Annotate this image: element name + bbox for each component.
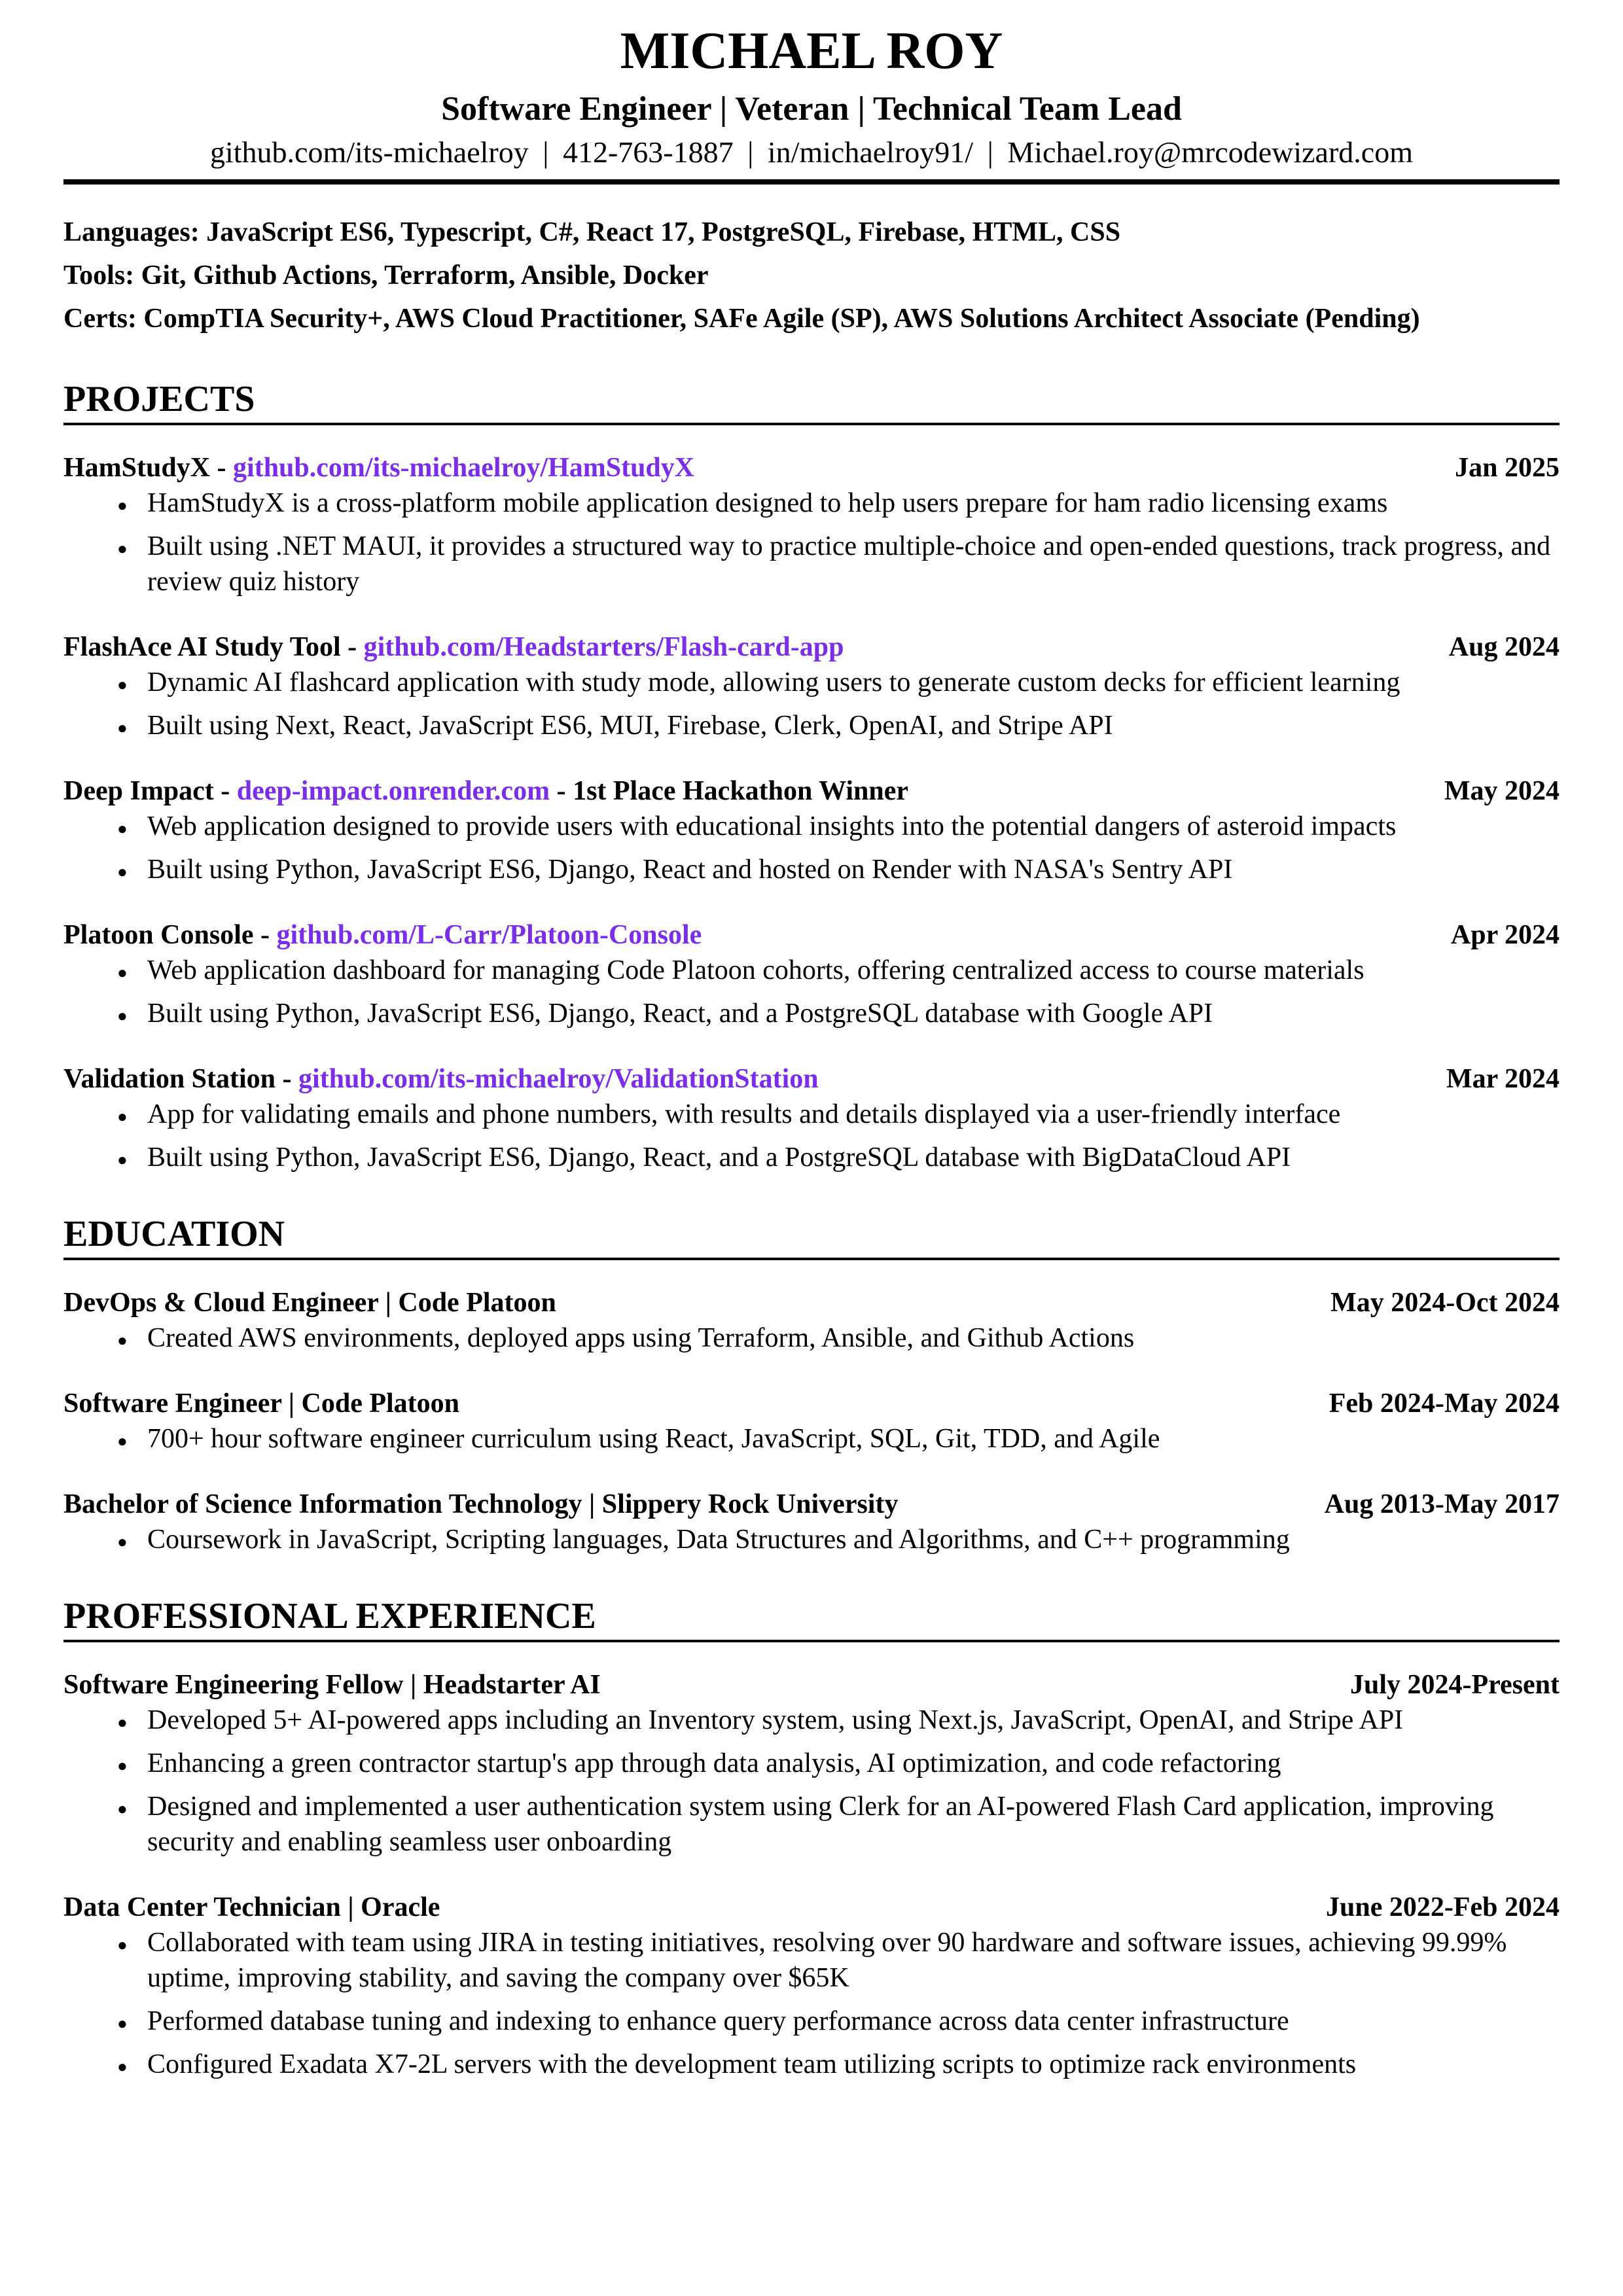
experience-date: July 2024-Present — [1349, 1670, 1560, 1700]
bullet-text: Coursework in JavaScript, Scripting languages, Data Structures and Algorithms, and C++ programming — [147, 1525, 1290, 1555]
bullet-text: Web application designed to provide users with educational insights into the potential dangers of asteroid impacts — [147, 811, 1397, 841]
project-title-line — [63, 917, 702, 953]
education-entry — [63, 1386, 1560, 1457]
project-name: HamStudyX - — [63, 453, 234, 483]
education-bullets — [63, 1320, 1560, 1356]
project-bullets — [63, 1097, 1560, 1175]
experience-header — [63, 1890, 1560, 1925]
bullet-dot-icon: ● — [117, 2057, 128, 2076]
bullet-text: Web application dashboard for managing Code Platoon cohorts, offering centralized access to course materials — [147, 955, 1364, 985]
education-name: DevOps & Cloud Engineer | Code Platoon — [63, 1288, 556, 1318]
bullet-dot-icon: ● — [117, 539, 128, 558]
projects-section — [63, 377, 1560, 1175]
bullet-dot-icon: ● — [117, 819, 128, 838]
project-header — [63, 629, 1560, 665]
project-bullets — [63, 809, 1560, 887]
experience-header — [63, 1667, 1560, 1703]
bullet-text: Built using .NET MAUI, it provides a structured way to practice multiple-choice and open-ended questions, track progress, and review quiz history — [147, 531, 1551, 597]
bullet-dot-icon: ● — [117, 1935, 128, 1954]
bullet-dot-icon: ● — [117, 1532, 128, 1551]
project-entry — [63, 450, 1560, 599]
education-bullets — [63, 1522, 1560, 1557]
project-header — [63, 1061, 1560, 1097]
section-title-experience: PROFESSIONAL EXPERIENCE — [63, 1594, 1560, 1642]
experience-role: Data Center Technician | Oracle — [63, 1892, 440, 1922]
header-divider — [63, 179, 1560, 185]
contact-separator: | — [987, 135, 993, 169]
project-date: May 2024 — [1444, 776, 1560, 806]
project-bullets — [63, 665, 1560, 743]
project-link[interactable]: deep-impact.onrender.com — [236, 776, 550, 806]
project-entry — [63, 1061, 1560, 1175]
bullet-dot-icon: ● — [117, 1150, 128, 1169]
project-entry — [63, 917, 1560, 1031]
bullet-item — [117, 852, 1560, 887]
contact-separator: | — [543, 135, 549, 169]
bullet-item — [117, 1703, 1560, 1738]
bullet-item — [117, 1746, 1560, 1781]
bullet-dot-icon: ● — [117, 1799, 128, 1818]
bullet-dot-icon: ● — [117, 1331, 128, 1350]
bullet-dot-icon: ● — [117, 496, 128, 515]
project-entry — [63, 629, 1560, 743]
bullet-item — [117, 2047, 1560, 2082]
education-header — [63, 1285, 1560, 1320]
education-name: Bachelor of Science Information Technology | Slippery Rock University — [63, 1489, 899, 1519]
bullet-text: Developed 5+ AI-powered apps including an Inventory system, using Next.js, JavaScript, OpenAI, and Stripe API — [147, 1705, 1404, 1735]
contact-line — [63, 132, 1560, 173]
contact-separator: | — [747, 135, 754, 169]
education-name: Software Engineer | Code Platoon — [63, 1388, 460, 1419]
bullet-dot-icon: ● — [117, 1713, 128, 1732]
bullet-item — [117, 996, 1560, 1031]
education-entry — [63, 1487, 1560, 1557]
bullet-item — [117, 1320, 1560, 1356]
bullet-dot-icon: ● — [117, 1756, 128, 1775]
project-header — [63, 450, 1560, 486]
education-header — [63, 1487, 1560, 1522]
experience-date: June 2022-Feb 2024 — [1326, 1892, 1560, 1922]
bullet-item — [117, 665, 1560, 700]
bullet-item — [117, 529, 1560, 599]
bullet-item — [117, 1789, 1560, 1860]
bullet-item — [117, 708, 1560, 743]
project-name: Deep Impact - — [63, 776, 237, 806]
bullet-text: Built using Python, JavaScript ES6, Django, React and hosted on Render with NASA's Sentry API — [147, 855, 1233, 885]
skills-block — [63, 211, 1560, 340]
bullet-text: Created AWS environments, deployed apps using Terraform, Ansible, and Github Actions — [147, 1323, 1135, 1353]
bullet-text: Built using Next, React, JavaScript ES6, MUI, Firebase, Clerk, OpenAI, and Stripe API — [147, 711, 1113, 741]
bullet-dot-icon: ● — [117, 862, 128, 881]
bullet-item — [117, 486, 1560, 521]
project-link[interactable]: github.com/its-michaelroy/HamStudyX — [233, 453, 695, 483]
education-date: May 2024-Oct 2024 — [1330, 1288, 1560, 1318]
project-link[interactable]: github.com/its-michaelroy/ValidationStation — [298, 1064, 819, 1094]
experience-role: Software Engineering Fellow | Headstarter AI — [63, 1670, 601, 1700]
bullet-text: HamStudyX is a cross-platform mobile application designed to help users prepare for ham radio licensing exams — [147, 488, 1388, 518]
bullet-item — [117, 2004, 1560, 2039]
experience-entry — [63, 1890, 1560, 2082]
resume-header — [63, 18, 1560, 185]
experience-entry — [63, 1667, 1560, 1860]
education-bullets — [63, 1421, 1560, 1457]
bullet-dot-icon: ● — [117, 718, 128, 737]
bullet-item — [117, 953, 1560, 988]
project-award: - 1st Place Hackathon Winner — [550, 776, 909, 806]
experience-bullets — [63, 1925, 1560, 2082]
bullet-text: 700+ hour software engineer curriculum using React, JavaScript, SQL, Git, TDD, and Agile — [147, 1424, 1160, 1454]
linkedin-link[interactable]: in/michaelroy91/ — [767, 135, 974, 169]
bullet-dot-icon: ● — [117, 2014, 128, 2033]
project-name: Platoon Console - — [63, 920, 277, 950]
bullet-dot-icon: ● — [117, 1432, 128, 1451]
project-bullets — [63, 486, 1560, 599]
bullet-text: Built using Python, JavaScript ES6, Django, React, and a PostgreSQL database with BigDataCloud API — [147, 1142, 1291, 1173]
education-entry — [63, 1285, 1560, 1356]
project-date: Jan 2025 — [1455, 453, 1560, 483]
project-title-line — [63, 450, 694, 486]
bullet-text: Enhancing a green contractor startup's app through data analysis, AI optimization, and code refactoring — [147, 1748, 1281, 1778]
project-date: Apr 2024 — [1450, 920, 1560, 950]
bullet-item — [117, 1140, 1560, 1175]
section-title-projects: PROJECTS — [63, 377, 1560, 425]
project-link[interactable]: github.com/L-Carr/Platoon-Console — [276, 920, 702, 950]
bullet-dot-icon: ● — [117, 1107, 128, 1126]
education-date: Aug 2013-May 2017 — [1324, 1489, 1560, 1519]
bullet-text: Built using Python, JavaScript ES6, Django, React, and a PostgreSQL database with Google API — [147, 998, 1213, 1029]
project-header — [63, 917, 1560, 953]
bullet-item — [117, 809, 1560, 844]
project-name: Validation Station - — [63, 1064, 299, 1094]
education-header — [63, 1386, 1560, 1421]
project-title-line — [63, 773, 908, 809]
project-bullets — [63, 953, 1560, 1031]
skills-tools: Tools: Git, Github Actions, Terraform, Ansible, Docker — [63, 260, 709, 291]
bullet-dot-icon: ● — [117, 675, 128, 694]
bullet-text: App for validating emails and phone numbers, with results and details displayed via a user-friendly interface — [147, 1099, 1341, 1129]
project-title-line — [63, 1061, 819, 1097]
skills-languages: Languages: JavaScript ES6, Typescript, C#, React 17, PostgreSQL, Firebase, HTML, CSS — [63, 217, 1121, 247]
project-date: Mar 2024 — [1446, 1064, 1560, 1094]
bullet-dot-icon: ● — [117, 963, 128, 982]
project-name: FlashAce AI Study Tool - — [63, 632, 364, 662]
project-date: Aug 2024 — [1448, 632, 1560, 662]
email-link[interactable]: Michael.roy@mrcodewizard.com — [1007, 135, 1413, 169]
skills-certs: Certs: CompTIA Security+, AWS Cloud Practitioner, SAFe Agile (SP), AWS Solutions Architect Associate (Pending) — [63, 304, 1420, 334]
bullet-text: Collaborated with team using JIRA in testing initiatives, resolving over 90 hardware and software issues, achieving 99.99% uptime, improving stability, and saving the company over $65K — [147, 1928, 1507, 1993]
section-title-education: EDUCATION — [63, 1212, 1560, 1260]
bullet-item — [117, 1925, 1560, 1996]
candidate-name: MICHAEL ROY — [620, 22, 1003, 80]
github-link[interactable]: github.com/its-michaelroy — [210, 135, 529, 169]
bullet-item — [117, 1097, 1560, 1132]
bullet-item — [117, 1421, 1560, 1457]
bullet-dot-icon: ● — [117, 1006, 128, 1025]
project-header — [63, 773, 1560, 809]
project-link[interactable]: github.com/Headstarters/Flash-card-app — [363, 632, 844, 662]
bullet-item — [117, 1522, 1560, 1557]
bullet-text: Dynamic AI flashcard application with study mode, allowing users to generate custom decks for efficient learning — [147, 667, 1400, 698]
experience-bullets — [63, 1703, 1560, 1860]
experience-section — [63, 1594, 1560, 2082]
project-entry — [63, 773, 1560, 887]
bullet-text: Designed and implemented a user authentication system using Clerk for an AI-powered Flash Card application, improving security and enabling seamless user onboarding — [147, 1792, 1494, 1857]
project-title-line — [63, 629, 844, 665]
bullet-text: Performed database tuning and indexing to enhance query performance across data center infrastructure — [147, 2006, 1289, 2036]
education-date: Feb 2024-May 2024 — [1329, 1388, 1560, 1419]
phone-number[interactable]: 412-763-1887 — [562, 135, 734, 169]
bullet-text: Configured Exadata X7-2L servers with the development team utilizing scripts to optimize rack environments — [147, 2049, 1357, 2079]
education-section — [63, 1212, 1560, 1557]
candidate-subtitle: Software Engineer | Veteran | Technical Team Lead — [441, 90, 1182, 128]
